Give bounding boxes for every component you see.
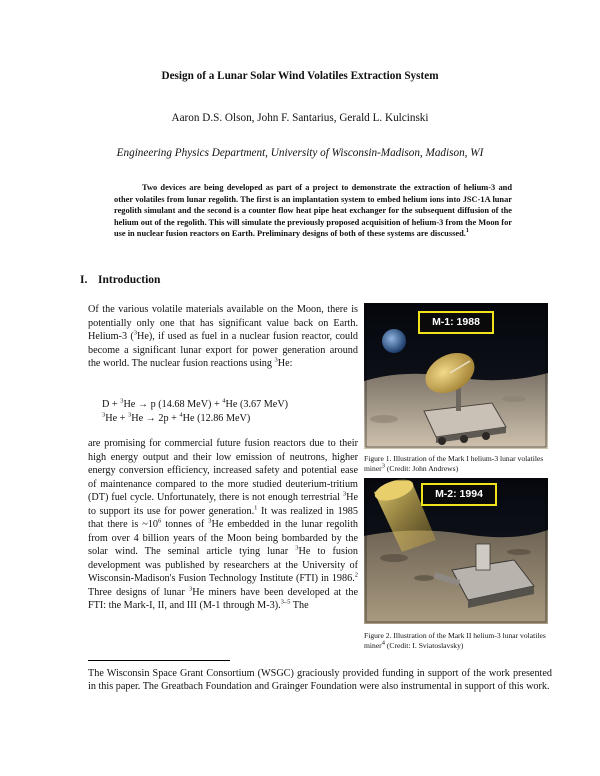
equation-2: $^3$He + $^3$He → 2p + $^4$He (12.86 MeV) <box>102 411 251 424</box>
figure-1-label: M-1: 1988 <box>418 311 494 334</box>
footnote-rule <box>88 660 230 661</box>
section-heading <box>80 274 160 286</box>
equation-1: D + $^3$He → p (14.68 MeV) + $^4$He (3.67 MeV) <box>102 397 289 410</box>
equations <box>102 398 288 425</box>
section-number: I. <box>80 274 88 286</box>
paper-title: Design of a Lunar Solar Wind Volatiles Extraction System <box>161 70 439 82</box>
abstract <box>114 182 512 240</box>
affiliation: Engineering Physics Department, University of Wisconsin-Madison, Madison, WI <box>116 147 484 159</box>
intro-paragraph-2: are promising for commercial future fusion reactors due to their high energy output and their low emission of neutrons, higher energy conversion efficiency, increased safety and potential ease of maintenance compared to the more studied deuterium-tritium (DT) fuel cycle. Unfortunately, there is not enough terrestrial $^3$He to support its use for power generation.$^1$ It was realized in 1985 that there is $\sim 10^6$ tonnes of $^3$He embedded in the lunar regolith from over 4 billion years of the Moon being bombarded by the solar wind. The seminal article tying lunar $^3$He to fusion development was published by researchers at the University of Wisconsin-Madison's Fusion Technology Institute (FTI) in 1986.$^2$ Three designs of lunar $^3$He miners have been developed at the FTI: the Mark-I, II, and III (M-1 through M-3).$^{3-5}$ The <box>88 438 359 611</box>
abstract-text: Two devices are being developed as part of a project to demonstrate the extraction of helium-3 and other volatiles from lunar regolith. The first is an implantation system to embed helium ions into JSC-1A lunar regolith simulant and the second is a counter flow heat pipe heat exchanger for the subsequent diffusion of the helium out of the regolith. This will simulate the previously proposed acquisition of helium-3 from the Moon for use in nuclear fusion reactors on Earth. Preliminary designs of both of these systems are discussed. <box>114 183 512 239</box>
abstract-ref: 1 <box>465 228 469 235</box>
intro-paragraph-1: Of the various volatile materials available on the Moon, there is potentially only one that has significant value back on Earth. Helium-3 ($^3$He), if used as fuel in a nuclear fusion reactor, could become a significant lunar export for power generation around the world. The nuclear fusion reactions using $^3$He: <box>88 304 359 369</box>
figure-1-caption: Figure 1. Illustration of the Mark I helium-3 lunar volatiles miner$^3$ (Credit: John Andrews) <box>364 454 544 474</box>
section-title: Introduction <box>98 274 161 286</box>
footnote: The Wisconsin Space Grant Consortium (WSGC) graciously provided funding in support of the work presented in this paper. The Greatbach Foundation and Grainger Foundation were also instrumental in support of this work. <box>88 668 552 693</box>
authors: Aaron D.S. Olson, John F. Santarius, Gerald L. Kulcinski <box>171 112 429 124</box>
figure-2-label: M-2: 1994 <box>421 483 497 506</box>
figure-2-caption: Figure 2. Illustration of the Mark II helium-3 lunar volatiles miner$^4$ (Credit: I. Sviatoslavsky) <box>364 631 546 651</box>
